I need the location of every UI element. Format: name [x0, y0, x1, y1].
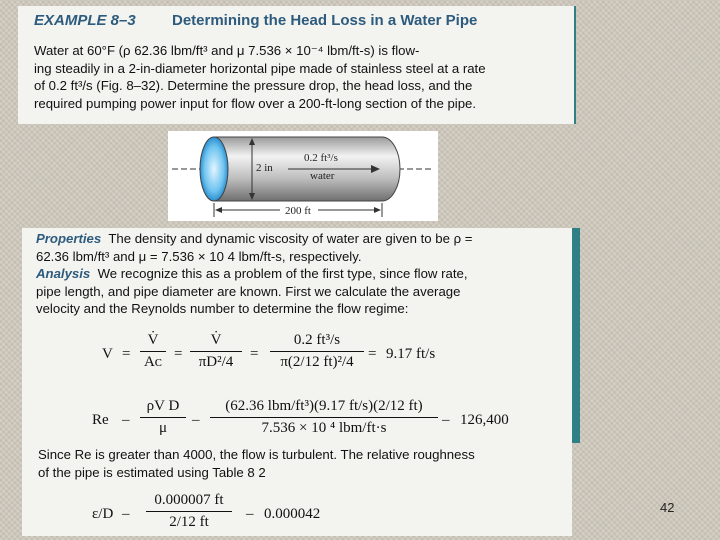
- fraction-denominator: 2/12 ft: [169, 514, 209, 530]
- fraction-numerator: V̇: [190, 332, 242, 352]
- accent-bar-bottom: [572, 228, 580, 443]
- eq-lhs: ε/D: [92, 506, 114, 522]
- fraction-denominator: πD²/4: [198, 354, 234, 370]
- pipe-diagram: [168, 131, 438, 221]
- fraction-denominator: π(2/12 ft)²/4: [280, 354, 354, 370]
- turbulence-paragraph: [38, 446, 568, 481]
- analysis-line: velocity and the Reynolds number to determine the flow regime:: [36, 301, 409, 316]
- fraction: [270, 332, 364, 371]
- flow-rate-label: 0.2 ft³/s: [304, 152, 338, 164]
- statement-line: Water at 60°F (ρ 62.36 lbm/ft³ and μ 7.536 × 10⁻⁴ lbm/ft-s) is flow-: [34, 43, 420, 58]
- pipe-figure: [168, 131, 438, 221]
- accent-bar-top: [574, 6, 576, 124]
- fraction: [146, 492, 232, 531]
- turbulence-line: Since Re is greater than 4000, the flow is turbulent. The relative roughness: [38, 447, 475, 462]
- statement-line: ing steadily in a 2-in-diameter horizontal pipe made of stainless steel at a rate: [34, 60, 486, 76]
- eq-sign: –: [122, 506, 130, 522]
- properties-line: [36, 230, 566, 248]
- statement-line: of 0.2 ft³/s (Fig. 8–32). Determine the pressure drop, the head loss, and the: [34, 78, 473, 93]
- length-label: 200 ft: [285, 205, 311, 217]
- fraction: [210, 398, 438, 437]
- fraction-numerator: ρV D: [140, 398, 186, 418]
- diameter-label: 2 in: [256, 162, 273, 174]
- eq-result: 126,400: [460, 412, 509, 428]
- fraction-numerator: (62.36 lbm/ft³)(9.17 ft/s)(2/12 ft): [210, 398, 438, 418]
- eq-sign: –: [442, 412, 450, 428]
- arrowhead-icon: [374, 207, 381, 213]
- eq-result: 9.17 ft/s: [386, 346, 436, 362]
- arrowhead-icon: [215, 207, 222, 213]
- eq-sign: –: [192, 412, 200, 428]
- analysis-text: We recognize this as a problem of the first type, since flow rate,: [97, 266, 468, 281]
- analysis-line: [36, 265, 566, 283]
- fluid-label: water: [310, 170, 335, 182]
- analysis-line: pipe length, and pipe diameter are known. First we calculate the average: [36, 283, 461, 299]
- page-number: 42: [660, 500, 675, 515]
- eq-sign: =: [368, 346, 377, 362]
- fraction-denominator: Aᴄ: [143, 354, 162, 370]
- properties-text: The density and dynamic viscosity of water are given to be ρ =: [108, 231, 473, 246]
- analysis-heading: Analysis: [36, 266, 91, 281]
- fraction-denominator: 7.536 × 10 ⁴ lbm/ft·s: [261, 420, 387, 436]
- properties-line: 62.36 lbm/ft³ and μ = 7.536 × 10 4 lbm/ft-s, respectively.: [36, 248, 362, 264]
- fraction-numerator: 0.2 ft³/s: [270, 332, 364, 352]
- example-statement: [34, 42, 564, 112]
- properties-heading: Properties: [36, 231, 102, 246]
- eq-sign: =: [174, 346, 183, 362]
- fraction: [140, 332, 166, 371]
- statement-line: required pumping power input for flow over a 200-ft-long section of the pipe.: [34, 95, 477, 111]
- solution-panel: [22, 228, 572, 536]
- example-panel: [18, 6, 574, 124]
- eq-lhs: Re: [92, 412, 109, 428]
- fraction-numerator: V̇: [140, 332, 166, 352]
- eq-sign: –: [246, 506, 254, 522]
- eq-result: 0.000042: [264, 506, 321, 522]
- fraction-numerator: 0.000007 ft: [146, 492, 232, 512]
- example-label: EXAMPLE 8–3: [34, 12, 136, 29]
- example-heading: [34, 12, 477, 30]
- fraction: [140, 398, 186, 437]
- turbulence-line: of the pipe is estimated using Table 8 2: [38, 464, 266, 480]
- eq-sign: =: [250, 346, 259, 362]
- eq-sign: –: [122, 412, 130, 428]
- eq-sign: =: [122, 346, 131, 362]
- pipe-opening: [200, 137, 228, 201]
- fraction: [190, 332, 242, 371]
- example-title: Determining the Head Loss in a Water Pipe: [172, 12, 478, 29]
- eq-lhs: V: [102, 346, 113, 362]
- properties-paragraph: [36, 230, 566, 318]
- fraction-denominator: μ: [158, 420, 168, 436]
